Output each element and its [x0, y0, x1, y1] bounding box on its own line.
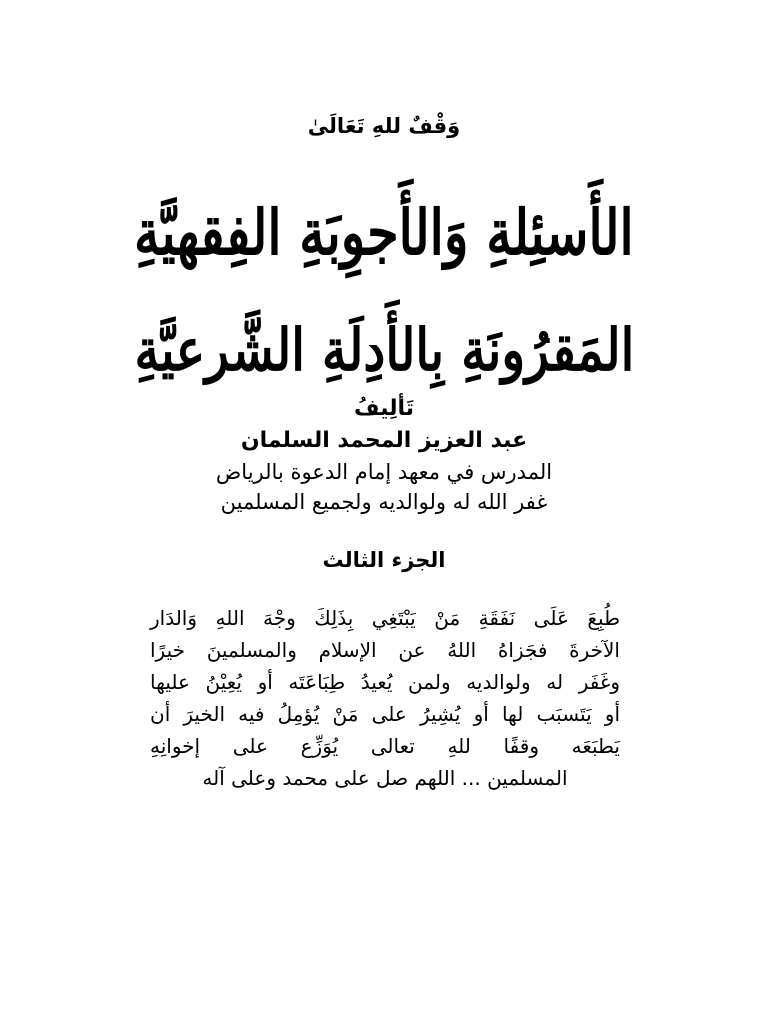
volume-part: الجزء الثالث: [322, 548, 446, 572]
author-prayer: غفر الله له ولوالديه ولجميع المسلمين: [220, 490, 548, 514]
book-title-calligraphy-line-1: الأَسئِلةِ وَالأَجوِبَةِ الفِقهيَّةِ: [134, 196, 634, 269]
endowment-paragraph: [150, 602, 620, 794]
paragraph-line: أو يَتَسبَب لها أو يُشِيرُ على مَنْ يُؤمِلُ فيه الخيرَ أن: [150, 702, 620, 726]
paragraph-line: يَطبَعَه وقفًا للهِ تعالى يُوَزِّع على إخوانِهِ: [150, 734, 620, 758]
paragraph-line: المسلمين ... اللهم صل على محمد وعلى آله: [202, 766, 568, 790]
book-title-calligraphy-line-2: المَقرُونَةِ بِالأَدِلَةِ الشَّرعيَّةِ: [134, 316, 634, 384]
authorship-label: تَألِيفُ: [354, 396, 414, 421]
paragraph-line: طُبِعَ عَلَى نَفَقَةِ مَنْ يَبْتَغِي بِذَلِكَ وجْهَ اللهِ وَالدَار: [150, 606, 620, 630]
paragraph-line: وغَفَر له ولوالديه ولمن يُعيدُ طِبَاعَتَه أو يُعِيْنُ عليها: [150, 670, 620, 694]
waqf-dedication: وَقْفٌ للهِ تَعَالَىٰ: [307, 114, 461, 138]
author-name: عبد العزيز المحمد السلمان: [240, 428, 528, 453]
paragraph-line: الآخرةَ فجَزاهُ اللهُ عن الإسلام والمسلمينَ خيرًا: [150, 638, 620, 662]
author-role: المدرس في معهد إمام الدعوة بالرياض: [215, 460, 553, 484]
